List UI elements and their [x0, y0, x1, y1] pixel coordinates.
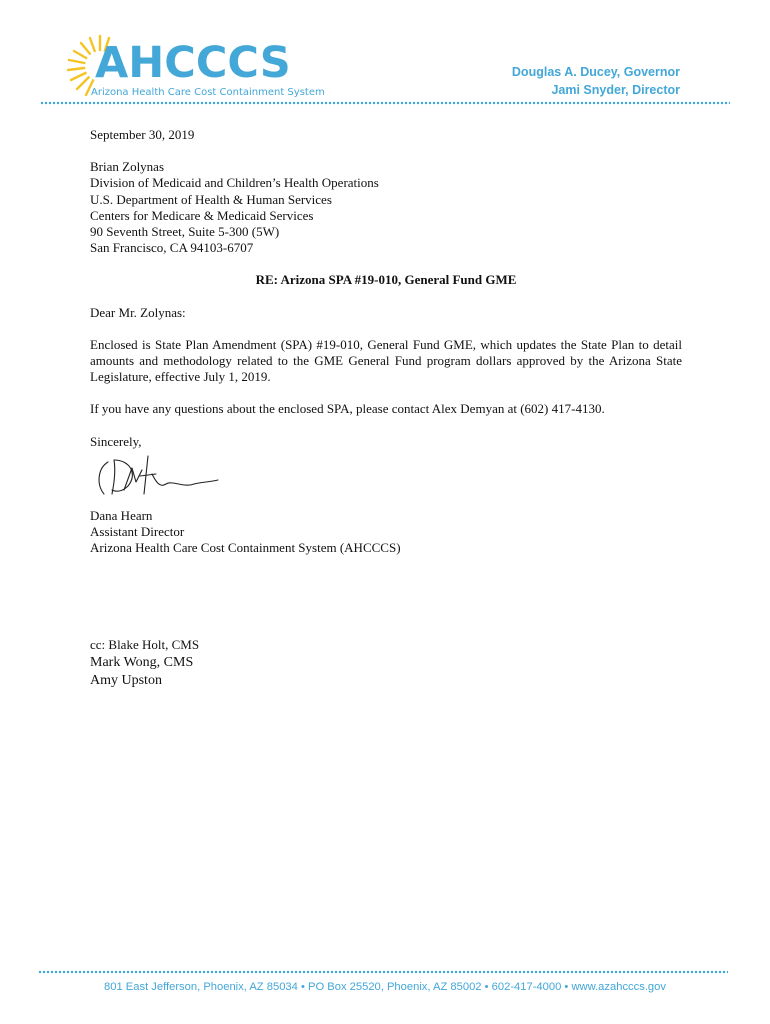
salutation: Dear Mr. Zolynas:: [90, 304, 186, 320]
signature-scribble: [94, 452, 234, 502]
cc-line-1: cc: Blake Holt, CMS: [90, 637, 200, 653]
recipient-city: San Francisco, CA 94103-6707: [90, 240, 254, 256]
closing: Sincerely,: [90, 433, 142, 449]
signer-name: Dana Hearn: [90, 507, 153, 523]
recipient-department: U.S. Department of Health & Human Services: [90, 191, 332, 207]
cc-line-2: Mark Wong, CMS: [90, 654, 194, 670]
recipient-division: Division of Medicaid and Children’s Health Operations: [90, 175, 379, 191]
letter-date: September 30, 2019: [90, 127, 195, 142]
footer-address: 801 East Jefferson, Phoenix, AZ 85034 • PO Box 25520, Phoenix, AZ 85002 • 602-417-4000 • www.azahcccs.gov: [104, 981, 666, 993]
cc-line-3: Amy Upston: [90, 672, 162, 688]
re-line: RE: Arizona SPA #19-010, General Fund GME: [255, 272, 517, 288]
signature: [90, 450, 682, 502]
governor-name: Douglas A. Ducey, Governor: [511, 65, 680, 79]
logo-tagline: Arizona Health Care Cost Containment System: [91, 87, 325, 98]
officials-block: [512, 63, 680, 99]
letter-body: [90, 127, 682, 690]
signer-org: Arizona Health Care Cost Containment System (AHCCCS): [90, 540, 401, 556]
recipient-centers: Centers for Medicare & Medicaid Services: [90, 207, 314, 223]
header-divider: [40, 101, 730, 105]
footer-divider: [38, 970, 728, 974]
director-name: Jami Snyder, Director: [551, 83, 680, 97]
recipient-name: Brian Zolynas: [90, 159, 165, 175]
paragraph-main: Enclosed is State Plan Amendment (SPA) #19-010, General Fund GME, which updates the State Plan to detail amounts and methodology related to the GME General Fund program dollars approved by the Arizona State Legislature, effective July 1, 2019.: [90, 336, 682, 385]
signer-title: Assistant Director: [90, 524, 185, 540]
paragraph-contact: If you have any questions about the enclosed SPA, please contact Alex Demyan at (602) 417-4130.: [90, 401, 605, 417]
logo-wordmark: AHCCCS: [95, 38, 291, 88]
recipient-address: [90, 159, 682, 256]
ahcccs-logo: [66, 32, 325, 100]
recipient-street: 90 Seventh Street, Suite 5-300 (5W): [90, 224, 280, 240]
